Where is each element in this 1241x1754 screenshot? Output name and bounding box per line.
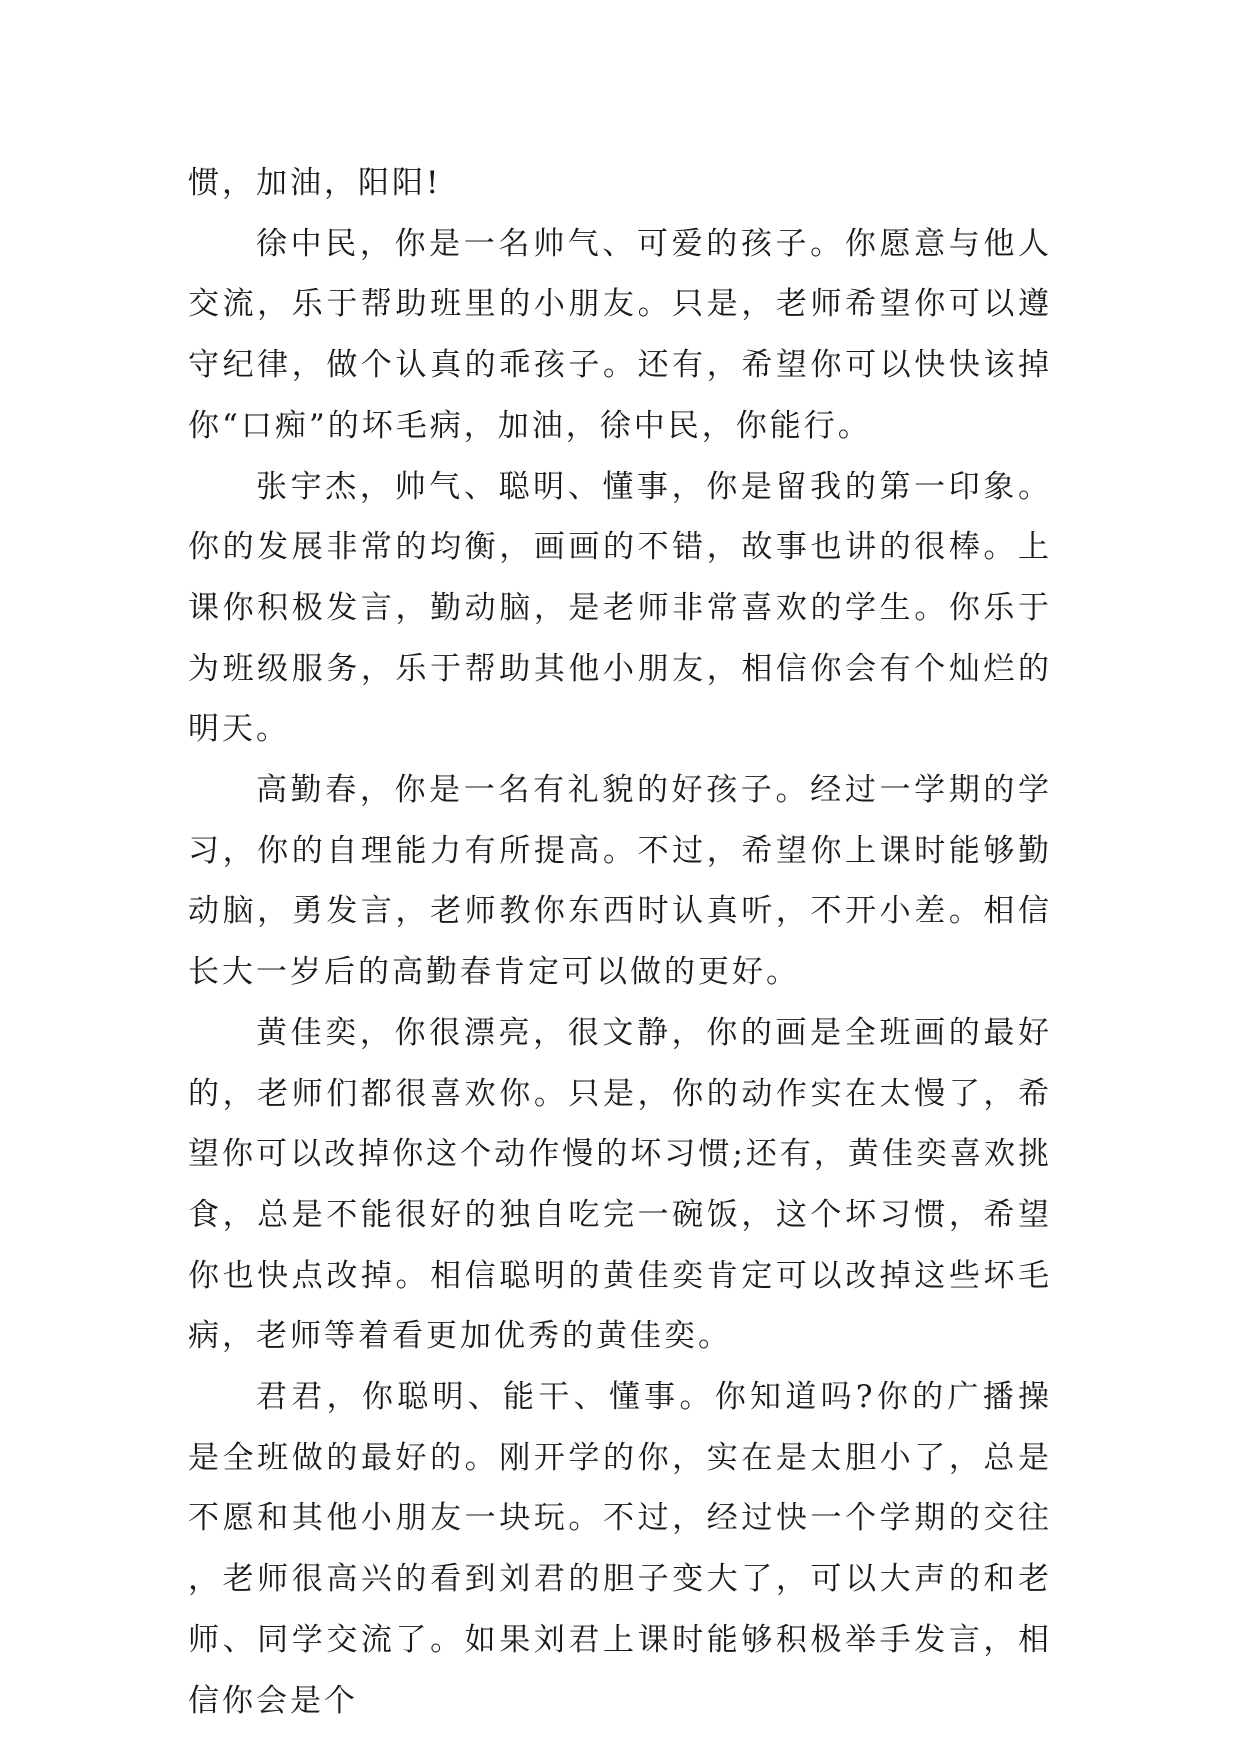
paragraph-huang-jiayi: 黄佳奕，你很漂亮，很文静，你的画是全班画的最好的，老师们都很喜欢你。只是，你的动作实在太慢了，希望你可以改掉你这个动作慢的坏习惯;还有，黄佳奕喜欢挑食，总是不能很好的独自吃完一碗饭，这个坏习惯，希望你也快点改掉。相信聪明的黄佳奕肯定可以改掉这些坏毛病，老师等着看更加优秀的黄佳奕。 bbox=[188, 1014, 1052, 1355]
paragraph-xu-zhongmin: 徐中民，你是一名帅气、可爱的孩子。你愿意与他人交流，乐于帮助班里的小朋友。只是，老师希望你可以遵守纪律，做个认真的乖孩子。还有，希望你可以快快该掉你“口痴”的坏毛病，加油，徐中民，你能行。 bbox=[188, 225, 1052, 444]
document-body bbox=[188, 153, 1052, 1731]
paragraph-continuation: 惯，加油，阳阳! bbox=[188, 165, 442, 201]
paragraph-gao-qinchun: 高勤春，你是一名有礼貌的好孩子。经过一学期的学习，你的自理能力有所提高。不过，希望你上课时能够勤动脑，勇发言，老师教你东西时认真听，不开小差。相信长大一岁后的高勤春肯定可以做的更好。 bbox=[188, 772, 1052, 991]
paragraph-zhang-yujie: 张宇杰，帅气、聪明、懂事，你是留我的第一印象。你的发展非常的均衡，画画的不错，故事也讲的很棒。上课你积极发言，勤动脑，是老师非常喜欢的学生。你乐于为班级服务，乐于帮助其他小朋友，相信你会有个灿烂的明天。 bbox=[188, 468, 1052, 748]
paragraph-junjun: 君君，你聪明、能干、懂事。你知道吗?你的广播操是全班做的最好的。刚开学的你，实在是太胆小了，总是不愿和其他小朋友一块玩。不过，经过快一个学期的交往，老师很高兴的看到刘君的胆子变大了，可以大声的和老师、同学交流了。如果刘君上课时能够积极举手发言，相信你会是个 bbox=[188, 1379, 1052, 1719]
